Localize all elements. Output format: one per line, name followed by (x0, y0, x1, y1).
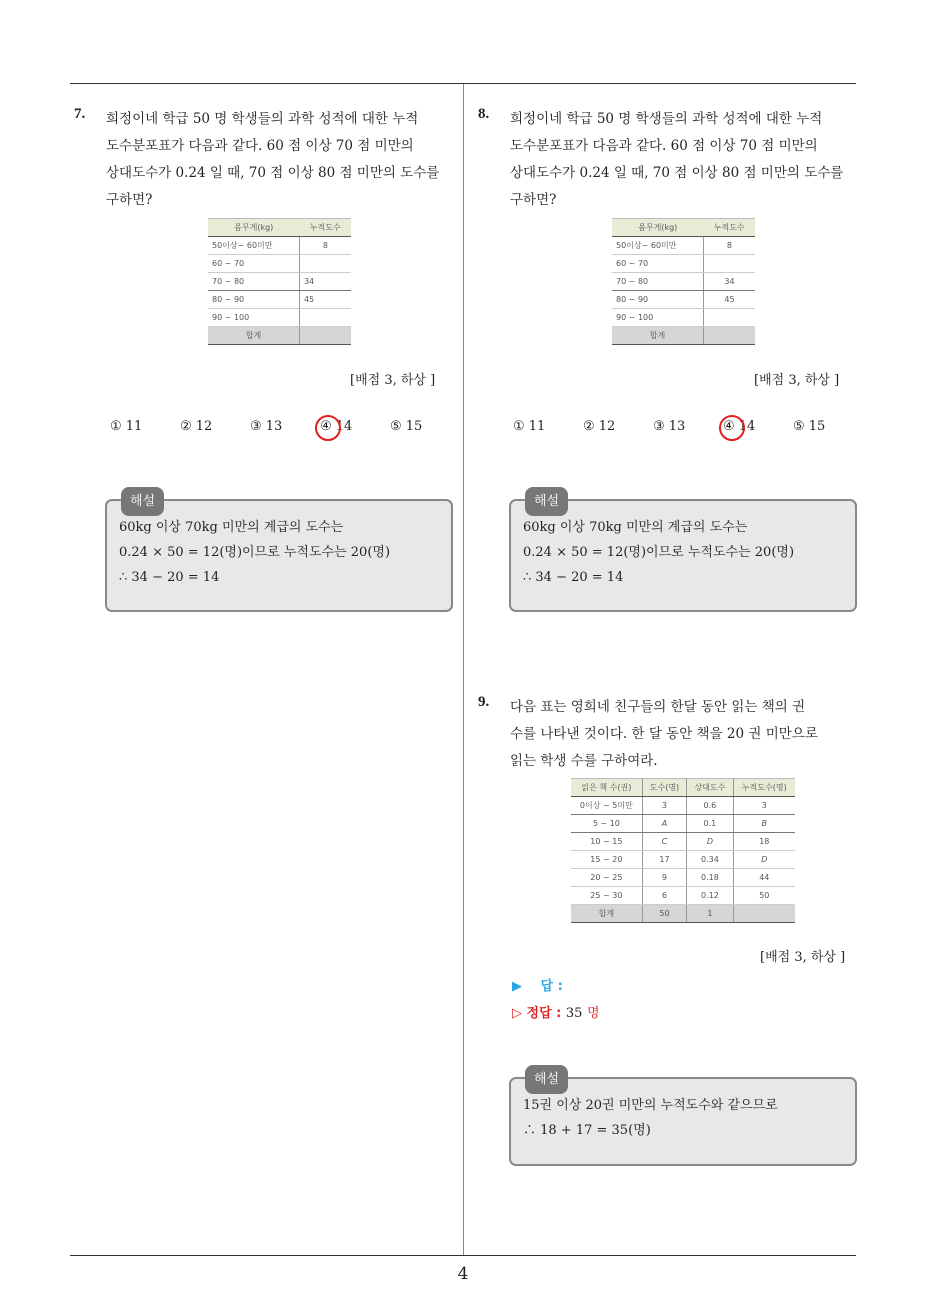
answer-label: 답 : (540, 979, 563, 994)
problem-number: 7. (74, 106, 86, 122)
table-cell: 1 (687, 905, 733, 923)
column-divider (463, 84, 464, 1256)
solution-box (509, 1072, 857, 1166)
problem-line: 도수분포표가 다음과 같다. 60 점 이상 70 점 미만의 (106, 138, 414, 154)
table-cell (299, 309, 351, 327)
solution-tag: 해설 (525, 1065, 568, 1094)
table-header: 상대도수 (687, 779, 733, 797)
answer-choices (110, 419, 460, 434)
problem-line: 상대도수가 0.24 일 때, 70 점 이상 80 점 미만의 도수를 (106, 165, 440, 181)
table-cell (299, 327, 351, 345)
problem-line: 도수분포표가 다음과 같다. 60 점 이상 70 점 미만의 (510, 138, 818, 154)
table-cell: 50이상~ 60미만 (208, 237, 299, 255)
solution-box (105, 494, 453, 612)
problem-line: 다음 표는 영희네 친구들의 한달 동안 읽는 책의 권 (510, 699, 806, 715)
problem-text (106, 106, 456, 214)
table-cell: 0.34 (687, 851, 733, 869)
table-cell: 80 ~ 90 (208, 291, 299, 309)
solution-line: 0.24 × 50 = 12(명)이므로 누적도수는 20(명) (119, 545, 391, 560)
table-cell: C (642, 833, 687, 851)
table-cell: 합계 (208, 327, 299, 345)
choice-5[interactable]: ⑤ 15 (390, 419, 423, 434)
table-cell (703, 255, 755, 273)
bottom-rule (70, 1255, 856, 1256)
page-number: 4 (457, 1264, 469, 1284)
solution-line: ∴ 34 − 20 = 14 (523, 570, 624, 585)
table-cell: A (642, 815, 687, 833)
table-cell: 44 (733, 869, 795, 887)
choice-5[interactable]: ⑤ 15 (793, 419, 826, 434)
problem-number: 9. (478, 694, 490, 710)
table-cell: 50이상~ 60미만 (612, 237, 703, 255)
table-header: 읽은 책 수(권) (571, 779, 642, 797)
problem-line: 구하면? (106, 192, 153, 208)
solution-tag: 해설 (121, 487, 164, 516)
correct-label: 정답 : (526, 1006, 562, 1021)
solution-line: 60kg 이상 70kg 미만의 계급의 도수는 (119, 520, 344, 535)
table-cell: 0이상 ~ 5미만 (571, 797, 642, 815)
table-cell: 50 (642, 905, 687, 923)
frequency-table (208, 218, 351, 345)
table-header: 누적도수(명) (733, 779, 795, 797)
table-cell: 17 (642, 851, 687, 869)
table-cell: 6 (642, 887, 687, 905)
table-cell: 10 ~ 15 (571, 833, 642, 851)
solution-box (509, 494, 857, 612)
table-cell (733, 905, 795, 923)
table-cell: D (687, 833, 733, 851)
correct-marker-icon: ▷ (512, 1006, 522, 1021)
table-cell: 50 (733, 887, 795, 905)
solution-tag: 해설 (525, 487, 568, 516)
problem-text (510, 694, 860, 775)
table-cell: 70 ~ 80 (208, 273, 299, 291)
problem-line: 읽는 학생 수를 구하여라. (510, 753, 658, 769)
table-cell: 3 (733, 797, 795, 815)
choice-4[interactable]: ④ 14 (320, 419, 353, 434)
table-cell: 70 ~ 80 (612, 273, 703, 291)
table-header: 도수(명) (642, 779, 687, 797)
table-cell: 9 (642, 869, 687, 887)
table-header: 누적도수 (299, 219, 351, 237)
table-cell: 34 (703, 273, 755, 291)
table-cell: D (733, 851, 795, 869)
correct-unit: 명 (586, 1006, 600, 1021)
table-cell (703, 327, 755, 345)
frequency-table (612, 218, 755, 345)
table-cell: 0.6 (687, 797, 733, 815)
table-cell: 90 ~ 100 (208, 309, 299, 327)
table-cell: 5 ~ 10 (571, 815, 642, 833)
correct-value: 35 (565, 1006, 583, 1021)
solution-line: 60kg 이상 70kg 미만의 계급의 도수는 (523, 520, 748, 535)
table-cell: 15 ~ 20 (571, 851, 642, 869)
problem-line: 희정이네 학급 50 명 학생들의 과학 성적에 대한 누적 (510, 111, 823, 127)
choice-3[interactable]: ③ 13 (653, 419, 686, 434)
answer-choices (513, 419, 863, 434)
table-cell: 25 ~ 30 (571, 887, 642, 905)
choice-3[interactable]: ③ 13 (250, 419, 283, 434)
solution-line: ∴ 18 + 17 = 35(명) (523, 1123, 651, 1138)
table-cell (299, 255, 351, 273)
choice-2[interactable]: ② 12 (583, 419, 616, 434)
problem-number: 8. (478, 106, 490, 122)
table-cell: 3 (642, 797, 687, 815)
problem-text (510, 106, 860, 214)
solution-line: 15권 이상 20권 미만의 누적도수와 같으므로 (523, 1098, 778, 1113)
score-label: [배점 3, 하상 ] (754, 373, 840, 388)
correct-answer-row (512, 1002, 600, 1021)
selected-answer-circle (315, 415, 341, 441)
problem-line: 상대도수가 0.24 일 때, 70 점 이상 80 점 미만의 도수를 (510, 165, 844, 181)
table-cell: 합계 (612, 327, 703, 345)
table-cell: 45 (703, 291, 755, 309)
table-header: 몸무게(kg) (612, 219, 703, 237)
problem-line: 구하면? (510, 192, 557, 208)
score-label: [배점 3, 하상 ] (760, 950, 846, 965)
table-cell: 8 (299, 237, 351, 255)
table-cell: 60 ~ 70 (208, 255, 299, 273)
book-frequency-table (571, 778, 795, 923)
solution-line: ∴ 34 − 20 = 14 (119, 570, 220, 585)
solution-line: 0.24 × 50 = 12(명)이므로 누적도수는 20(명) (523, 545, 795, 560)
answer-marker-icon: ▶ (512, 979, 522, 994)
answer-row (512, 975, 563, 994)
table-cell: 0.18 (687, 869, 733, 887)
table-cell: 45 (299, 291, 351, 309)
choice-4[interactable]: ④ 14 (723, 419, 756, 434)
selected-answer-circle (719, 415, 745, 441)
problem-line: 희정이네 학급 50 명 학생들의 과학 성적에 대한 누적 (106, 111, 419, 127)
table-cell: 34 (299, 273, 351, 291)
choice-1[interactable]: ① 11 (513, 419, 546, 434)
choice-1[interactable]: ① 11 (110, 419, 143, 434)
table-cell: 18 (733, 833, 795, 851)
table-cell: 60 ~ 70 (612, 255, 703, 273)
table-cell: 90 ~ 100 (612, 309, 703, 327)
table-cell: 8 (703, 237, 755, 255)
table-cell (703, 309, 755, 327)
table-cell: B (733, 815, 795, 833)
table-cell: 합계 (571, 905, 642, 923)
score-label: [배점 3, 하상 ] (350, 373, 436, 388)
table-header: 몸무게(kg) (208, 219, 299, 237)
problem-line: 수를 나타낸 것이다. 한 달 동안 책을 20 권 미만으로 (510, 726, 818, 742)
choice-2[interactable]: ② 12 (180, 419, 213, 434)
table-cell: 20 ~ 25 (571, 869, 642, 887)
table-cell: 0.12 (687, 887, 733, 905)
table-header: 누적도수 (703, 219, 755, 237)
table-cell: 0.1 (687, 815, 733, 833)
table-cell: 80 ~ 90 (612, 291, 703, 309)
